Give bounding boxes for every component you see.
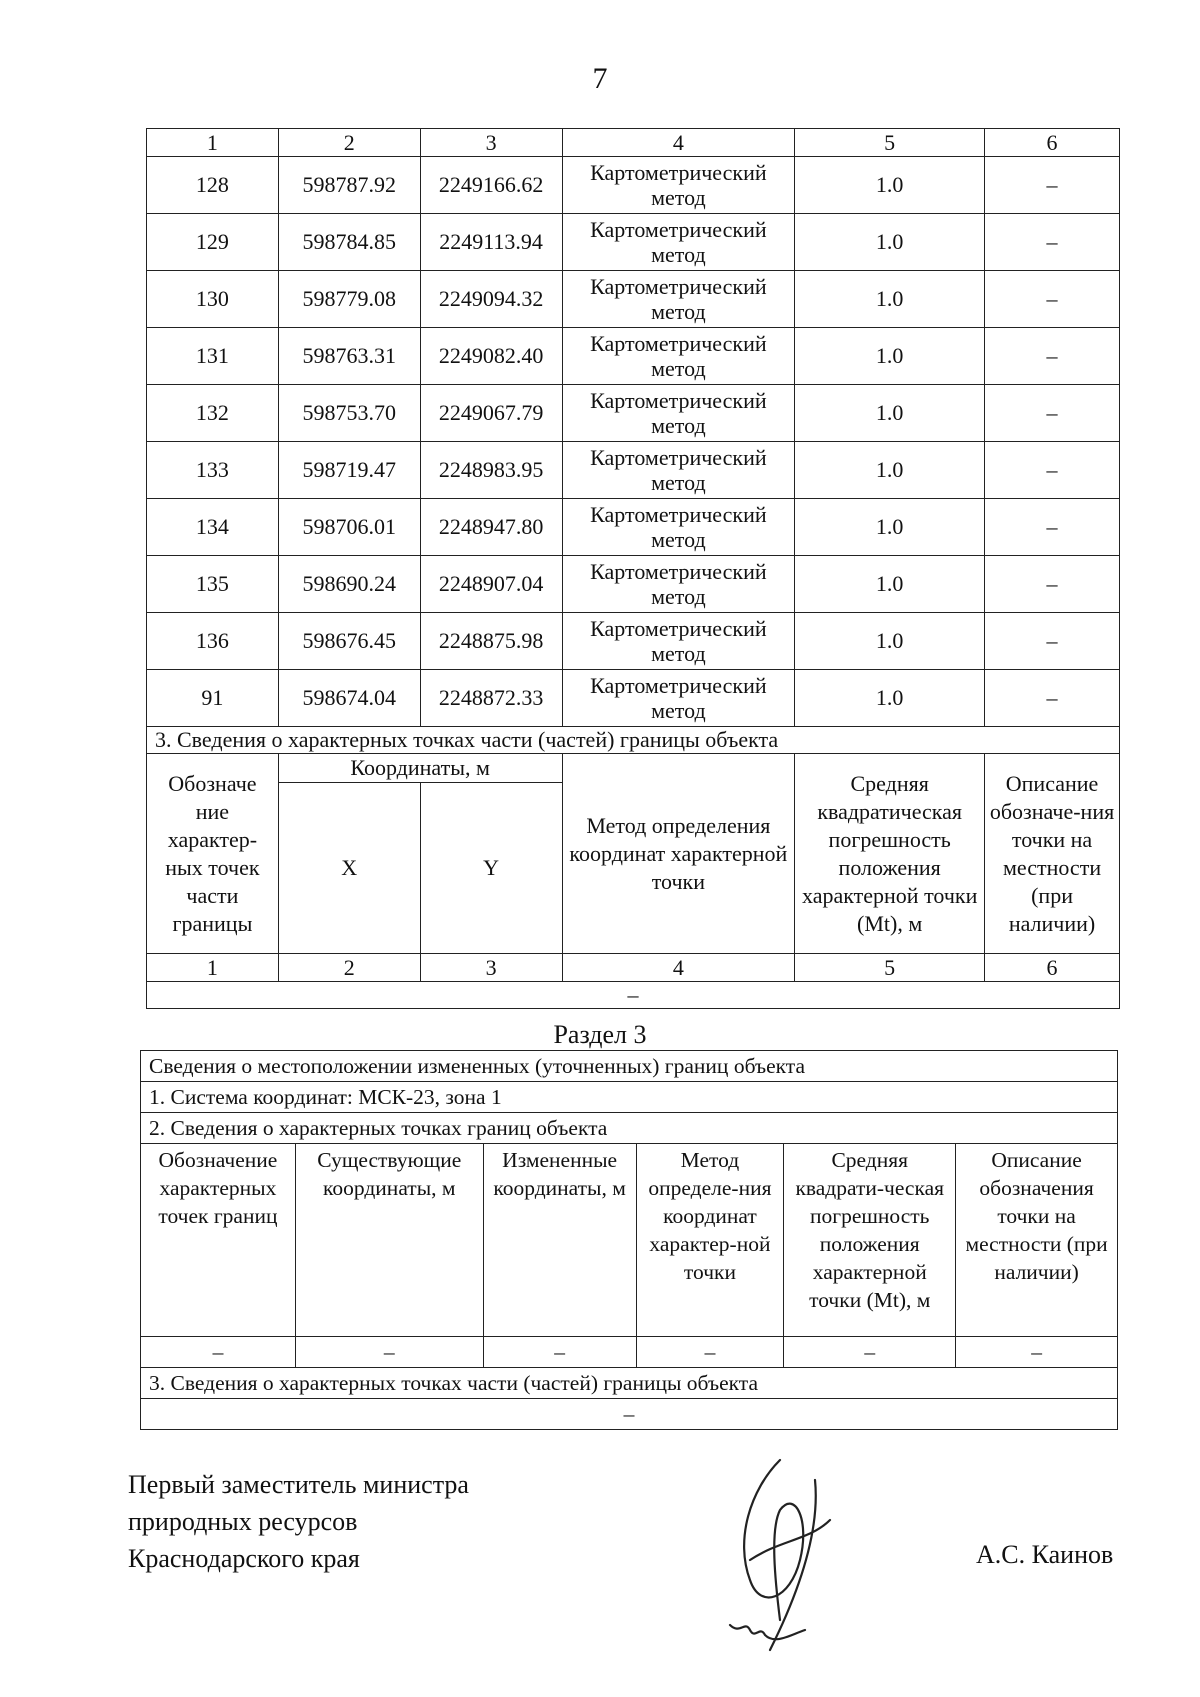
col-num: 3 — [420, 129, 562, 157]
section-heading: Раздел 3 — [553, 1020, 647, 1049]
header-cell: Обозначение характерных точек границ — [141, 1144, 296, 1337]
description-cell: – — [985, 556, 1120, 613]
part-empty: – — [141, 1399, 1118, 1430]
table-row — [147, 385, 1120, 442]
method-cell: Картометрический метод — [562, 613, 795, 670]
coord-y: 2249166.62 — [420, 157, 562, 214]
dash-cell: – — [295, 1337, 483, 1368]
error-cell: 1.0 — [795, 157, 985, 214]
col-num: 6 — [985, 954, 1120, 982]
dash-cell: – — [784, 1337, 956, 1368]
column-number-row — [147, 129, 1120, 157]
point-id: 133 — [147, 442, 279, 499]
handwritten-signature — [720, 1450, 860, 1660]
coord-x: 598676.45 — [278, 613, 420, 670]
empty-marker: – — [147, 982, 1120, 1009]
points-title: 2. Сведения о характерных точках границ объекта — [141, 1113, 1118, 1144]
dash-cell: – — [956, 1337, 1118, 1368]
dash-cell: – — [636, 1337, 784, 1368]
method-cell: Картометрический метод — [562, 385, 795, 442]
point-id: 135 — [147, 556, 279, 613]
empty-row — [147, 982, 1120, 1009]
part-title-row — [141, 1368, 1118, 1399]
y-header: Y — [420, 783, 562, 954]
coords-header: Координаты, м — [278, 754, 562, 783]
table-row — [147, 157, 1120, 214]
table-row — [147, 670, 1120, 727]
error-cell: 1.0 — [795, 499, 985, 556]
header-cell: Существующие координаты, м — [295, 1144, 483, 1337]
coord-y: 2248947.80 — [420, 499, 562, 556]
description-cell: – — [985, 271, 1120, 328]
table-row — [147, 271, 1120, 328]
point-id: 131 — [147, 328, 279, 385]
table-title: Сведения о местоположении измененных (уточненных) границ объекта — [141, 1051, 1118, 1082]
method-cell: Картометрический метод — [562, 271, 795, 328]
error-header: Средняя квадратическая погрешность положения характерной точки (Mt), м — [795, 754, 985, 954]
coord-x: 598719.47 — [278, 442, 420, 499]
point-id: 134 — [147, 499, 279, 556]
error-cell: 1.0 — [795, 328, 985, 385]
coord-y: 2249067.79 — [420, 385, 562, 442]
error-cell: 1.0 — [795, 442, 985, 499]
point-label-header: Обозначе ние характер-ных точек части границы — [147, 754, 279, 954]
header-cell: Средняя квадрати-ческая погрешность положения характерной точки (Mt), м — [784, 1144, 956, 1337]
method-cell: Картометрический метод — [562, 670, 795, 727]
table-title-row — [141, 1051, 1118, 1082]
coord-y: 2249082.40 — [420, 328, 562, 385]
table-row — [147, 442, 1120, 499]
header-cell: Измененные координаты, м — [483, 1144, 636, 1337]
col-num: 2 — [278, 954, 420, 982]
header-row — [141, 1144, 1118, 1337]
col-num: 5 — [795, 129, 985, 157]
method-cell: Картометрический метод — [562, 442, 795, 499]
coord-x: 598784.85 — [278, 214, 420, 271]
changed-boundaries-table — [140, 1050, 1118, 1430]
coord-y: 2249113.94 — [420, 214, 562, 271]
method-cell: Картометрический метод — [562, 157, 795, 214]
position-line: Краснодарского края — [128, 1544, 360, 1573]
points-title-row — [141, 1113, 1118, 1144]
dash-cell: – — [483, 1337, 636, 1368]
header-cell: Описание обозначения точки на местности (при наличии) — [956, 1144, 1118, 1337]
coord-y: 2248907.04 — [420, 556, 562, 613]
description-cell: – — [985, 214, 1120, 271]
coord-y: 2248872.33 — [420, 670, 562, 727]
x-header: X — [278, 783, 420, 954]
coord-y: 2248875.98 — [420, 613, 562, 670]
error-cell: 1.0 — [795, 556, 985, 613]
method-cell: Картометрический метод — [562, 556, 795, 613]
signatory-position — [128, 1466, 469, 1577]
coord-system-row — [141, 1082, 1118, 1113]
method-cell: Картометрический метод — [562, 499, 795, 556]
coord-x: 598753.70 — [278, 385, 420, 442]
point-id: 128 — [147, 157, 279, 214]
col-num: 2 — [278, 129, 420, 157]
header-cell: Метод определе-ния координат характер-ной точки — [636, 1144, 784, 1337]
col-num: 4 — [562, 129, 795, 157]
point-id: 91 — [147, 670, 279, 727]
col-num: 5 — [795, 954, 985, 982]
point-id: 132 — [147, 385, 279, 442]
point-id: 130 — [147, 271, 279, 328]
description-cell: – — [985, 613, 1120, 670]
coord-y: 2249094.32 — [420, 271, 562, 328]
dash-cell: – — [141, 1337, 296, 1368]
error-cell: 1.0 — [795, 385, 985, 442]
coord-x: 598690.24 — [278, 556, 420, 613]
part-empty-row — [141, 1399, 1118, 1430]
point-id: 136 — [147, 613, 279, 670]
col-num: 3 — [420, 954, 562, 982]
error-cell: 1.0 — [795, 271, 985, 328]
coord-y: 2248983.95 — [420, 442, 562, 499]
signatory-name: А.С. Каинов — [976, 1540, 1114, 1569]
coord-x: 598706.01 — [278, 499, 420, 556]
coord-x: 598779.08 — [278, 271, 420, 328]
description-cell: – — [985, 328, 1120, 385]
method-cell: Картометрический метод — [562, 214, 795, 271]
table-row — [147, 328, 1120, 385]
sub-header-row — [147, 754, 1120, 783]
description-header: Описание обозначе-ния точки на местности (при наличии) — [985, 754, 1120, 954]
part-points-title: 3. Сведения о характерных точках части (частей) границы объекта — [147, 727, 1120, 754]
method-header: Метод определения координат характерной точки — [562, 754, 795, 954]
col-num: 1 — [147, 129, 279, 157]
table-row — [147, 613, 1120, 670]
part-title: 3. Сведения о характерных точках части (частей) границы объекта — [141, 1368, 1118, 1399]
dash-row — [141, 1337, 1118, 1368]
position-line: Первый заместитель министра — [128, 1470, 469, 1499]
section-title-row — [147, 727, 1120, 754]
description-cell: – — [985, 499, 1120, 556]
sub-column-number-row — [147, 954, 1120, 982]
col-num: 1 — [147, 954, 279, 982]
description-cell: – — [985, 442, 1120, 499]
description-cell: – — [985, 670, 1120, 727]
page-number: 7 — [592, 62, 608, 95]
description-cell: – — [985, 157, 1120, 214]
table-row — [147, 556, 1120, 613]
description-cell: – — [985, 385, 1120, 442]
col-num: 6 — [985, 129, 1120, 157]
error-cell: 1.0 — [795, 613, 985, 670]
error-cell: 1.0 — [795, 214, 985, 271]
point-id: 129 — [147, 214, 279, 271]
error-cell: 1.0 — [795, 670, 985, 727]
coord-x: 598763.31 — [278, 328, 420, 385]
position-line: природных ресурсов — [128, 1507, 358, 1536]
method-cell: Картометрический метод — [562, 328, 795, 385]
table-row — [147, 499, 1120, 556]
col-num: 4 — [562, 954, 795, 982]
boundary-points-table — [146, 128, 1120, 1009]
table-row — [147, 214, 1120, 271]
coord-x: 598787.92 — [278, 157, 420, 214]
coord-x: 598674.04 — [278, 670, 420, 727]
coord-system: 1. Система координат: МСК-23, зона 1 — [141, 1082, 1118, 1113]
